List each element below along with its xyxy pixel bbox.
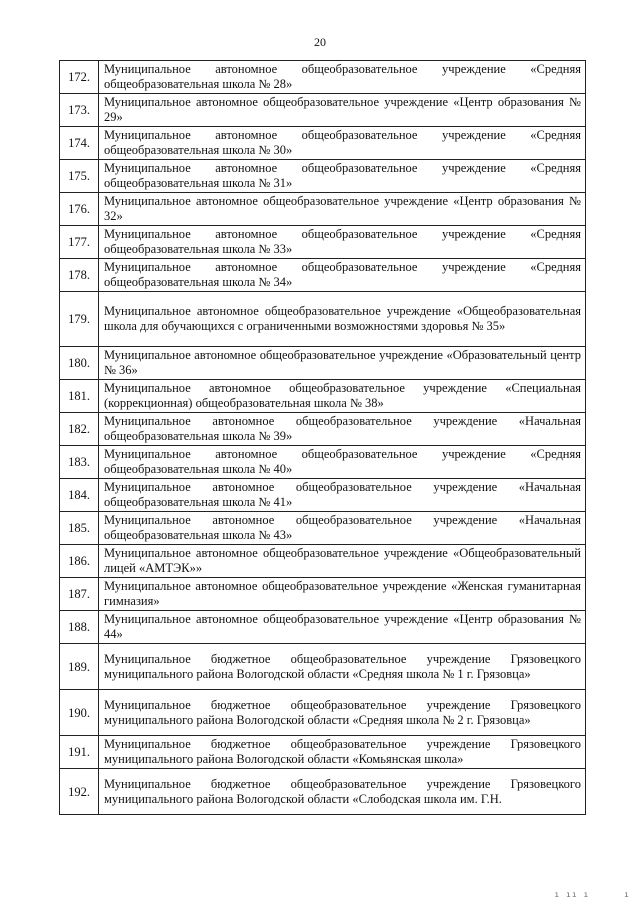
institution-name: Муниципальное автономное общеобразовательное учреждение «Центр образования № 29»	[99, 94, 586, 127]
institution-name: Муниципальное автономное общеобразовательное учреждение «Специальная (коррекционная) общеобразовательная школа № 38»	[99, 380, 586, 413]
institution-name: Муниципальное автономное общеобразовательное учреждение «Средняя общеобразовательная школа № 31»	[99, 160, 586, 193]
row-number: 173.	[60, 94, 99, 127]
row-number: 172.	[60, 61, 99, 94]
institution-name: Муниципальное бюджетное общеобразовательное учреждение Грязовецкого муниципального района Вологодской области «Средняя школа № 2 г. Грязовца»	[99, 690, 586, 736]
institution-name: Муниципальное автономное общеобразовательное учреждение «Средняя общеобразовательная школа № 34»	[99, 259, 586, 292]
institution-name: Муниципальное бюджетное общеобразовательное учреждение Грязовецкого муниципального района Вологодской области «Комьянская школа»	[99, 736, 586, 769]
table-row	[60, 160, 586, 193]
table-row	[60, 479, 586, 512]
institution-name: Муниципальное автономное общеобразовательное учреждение «Центр образования № 44»	[99, 611, 586, 644]
row-number: 185.	[60, 512, 99, 545]
table-row	[60, 512, 586, 545]
row-number: 191.	[60, 736, 99, 769]
registry-table	[59, 60, 586, 815]
row-number: 175.	[60, 160, 99, 193]
row-number: 188.	[60, 611, 99, 644]
table-row	[60, 413, 586, 446]
table-row	[60, 446, 586, 479]
table-row	[60, 292, 586, 347]
institution-name: Муниципальное бюджетное общеобразовательное учреждение Грязовецкого муниципального района Вологодской области «Слободская школа им. Г.Н.	[99, 769, 586, 815]
table-row	[60, 193, 586, 226]
row-number: 190.	[60, 690, 99, 736]
table-row	[60, 259, 586, 292]
row-number: 183.	[60, 446, 99, 479]
institution-name: Муниципальное автономное общеобразовательное учреждение «Общеобразовательный лицей «АМТЭК»»	[99, 545, 586, 578]
institution-name: Муниципальное автономное общеобразовательное учреждение «Начальная общеобразовательная школа № 43»	[99, 512, 586, 545]
row-number: 178.	[60, 259, 99, 292]
row-number: 192.	[60, 769, 99, 815]
row-number: 174.	[60, 127, 99, 160]
institution-name: Муниципальное автономное общеобразовательное учреждение «Начальная общеобразовательная школа № 41»	[99, 479, 586, 512]
table-row	[60, 545, 586, 578]
institution-name: Муниципальное автономное общеобразовательное учреждение «Центр образования № 32»	[99, 193, 586, 226]
institution-name: Муниципальное автономное общеобразовательное учреждение «Средняя общеобразовательная школа № 30»	[99, 127, 586, 160]
institution-name: Муниципальное автономное общеобразовательное учреждение «Образовательный центр № 36»	[99, 347, 586, 380]
table-row	[60, 127, 586, 160]
row-number: 177.	[60, 226, 99, 259]
table-row	[60, 611, 586, 644]
row-number: 184.	[60, 479, 99, 512]
table-row	[60, 736, 586, 769]
page-number: 20	[314, 35, 326, 49]
institution-name: Муниципальное автономное общеобразовательное учреждение «Женская гуманитарная гимназия»	[99, 578, 586, 611]
row-number: 187.	[60, 578, 99, 611]
table-row	[60, 690, 586, 736]
row-number: 180.	[60, 347, 99, 380]
row-number: 176.	[60, 193, 99, 226]
table-row	[60, 578, 586, 611]
institution-name: Муниципальное автономное общеобразовательное учреждение «Средняя общеобразовательная школа № 40»	[99, 446, 586, 479]
table-row	[60, 226, 586, 259]
table-row	[60, 769, 586, 815]
scan-artifact: ı ıı ı ı	[554, 890, 630, 899]
table-row	[60, 61, 586, 94]
row-number: 189.	[60, 644, 99, 690]
institution-name: Муниципальное бюджетное общеобразовательное учреждение Грязовецкого муниципального района Вологодской области «Средняя школа № 1 г. Грязовца»	[99, 644, 586, 690]
row-number: 179.	[60, 292, 99, 347]
table-row	[60, 380, 586, 413]
table-row	[60, 347, 586, 380]
institution-name: Муниципальное автономное общеобразовательное учреждение «Средняя общеобразовательная школа № 28»	[99, 61, 586, 94]
row-number: 182.	[60, 413, 99, 446]
table-row	[60, 94, 586, 127]
institution-name: Муниципальное автономное общеобразовательное учреждение «Средняя общеобразовательная школа № 33»	[99, 226, 586, 259]
row-number: 181.	[60, 380, 99, 413]
institution-name: Муниципальное автономное общеобразовательное учреждение «Общеобразовательная школа для обучающихся с ограниченными возможностями здоровья № 35»	[99, 292, 586, 347]
institution-name: Муниципальное автономное общеобразовательное учреждение «Начальная общеобразовательная школа № 39»	[99, 413, 586, 446]
table-row	[60, 644, 586, 690]
row-number: 186.	[60, 545, 99, 578]
